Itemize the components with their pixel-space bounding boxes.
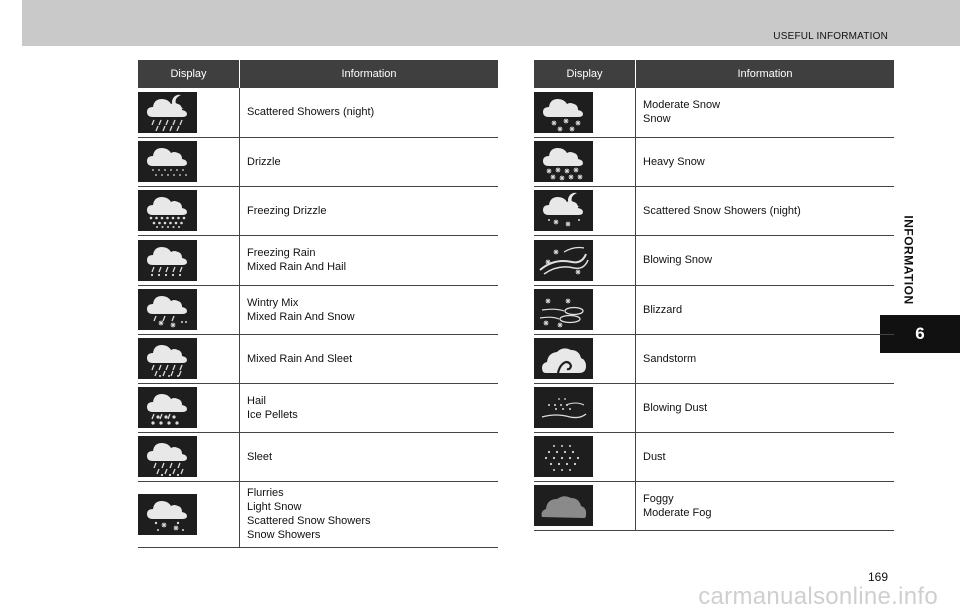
information-cell — [636, 432, 895, 481]
display-cell — [138, 235, 240, 285]
information-text: Hail — [247, 394, 266, 407]
heavy-snow-icon — [534, 141, 593, 182]
information-cell — [240, 481, 499, 547]
information-cell — [240, 383, 499, 432]
information-text: Dust — [643, 450, 666, 463]
table-row — [534, 285, 894, 334]
display-cell — [534, 285, 636, 334]
display-cell — [534, 432, 636, 481]
blizzard-icon — [534, 289, 593, 330]
information-cell — [636, 334, 895, 383]
table-row — [138, 383, 498, 432]
information-text: Blowing Snow — [643, 254, 713, 266]
table-row — [138, 88, 498, 137]
page-number: 169 — [867, 570, 888, 584]
table-row — [534, 88, 894, 137]
information-cell — [636, 137, 895, 186]
information-text: Scattered Snow Showers (night) — [643, 204, 801, 217]
table-row — [534, 432, 894, 481]
drizzle-icon — [138, 141, 197, 182]
information-cell — [240, 137, 499, 186]
table-row — [138, 186, 498, 235]
information-text: Mixed Rain And Sleet — [247, 352, 353, 365]
information-text: Heavy Snow — [643, 155, 705, 168]
information-text: Sandstorm — [643, 352, 697, 365]
display-cell — [534, 186, 636, 235]
display-cell — [534, 334, 636, 383]
display-cell — [534, 137, 636, 186]
information-text: Mixed Rain And Snow — [247, 310, 355, 323]
sandstorm-icon — [534, 338, 593, 379]
blowing-dust-icon — [534, 387, 593, 428]
table-row — [534, 137, 894, 186]
information-cell — [636, 383, 895, 432]
table-row — [138, 334, 498, 383]
display-cell — [534, 481, 636, 530]
blowing-snow-icon — [534, 240, 593, 281]
information-text: Wintry Mix — [247, 296, 299, 309]
table-row — [534, 383, 894, 432]
freezing-rain-icon — [138, 240, 197, 281]
information-cell — [240, 285, 499, 334]
display-cell — [534, 235, 636, 285]
freezing-drizzle-icon — [138, 190, 197, 231]
display-cell — [138, 334, 240, 383]
display-cell — [138, 285, 240, 334]
display-cell — [138, 481, 240, 547]
information-text: Moderate Fog — [643, 506, 712, 519]
information-cell — [636, 481, 895, 530]
information-cell — [636, 186, 895, 235]
table-row — [138, 235, 498, 285]
flurries-icon — [138, 494, 197, 535]
information-cell — [636, 88, 895, 137]
section-title: USEFUL INFORMATION — [773, 31, 888, 42]
information-text: Drizzle — [247, 155, 281, 168]
display-cell — [138, 88, 240, 137]
display-cell — [138, 186, 240, 235]
table-row — [534, 235, 894, 285]
table-row — [138, 432, 498, 481]
display-column-header: Display — [534, 60, 636, 88]
right-weather-table — [534, 60, 894, 531]
sleet-icon — [138, 436, 197, 477]
information-cell — [240, 334, 499, 383]
information-cell — [240, 186, 499, 235]
information-cell — [240, 432, 499, 481]
display-cell — [138, 137, 240, 186]
display-cell — [534, 383, 636, 432]
rain-sleet-icon — [138, 338, 197, 379]
moderate-snow-icon — [534, 92, 593, 133]
wintry-mix-icon — [138, 289, 197, 330]
information-text: Freezing Rain — [247, 247, 316, 259]
display-cell — [138, 383, 240, 432]
dust-icon — [534, 436, 593, 477]
table-row — [534, 334, 894, 383]
information-text: Flurries — [247, 487, 284, 499]
information-text: Sleet — [247, 450, 273, 463]
chapter-tab: 6 — [880, 315, 960, 353]
information-text: Moderate Snow — [643, 99, 721, 112]
information-column-header: Information — [240, 60, 499, 88]
information-text: Scattered Snow Showers — [247, 515, 371, 527]
information-text: Snow Showers — [247, 529, 321, 541]
information-text: Light Snow — [247, 501, 302, 513]
table-row — [534, 481, 894, 530]
watermark: carmanualsonline.info — [698, 583, 938, 610]
hail-icon — [138, 387, 197, 428]
information-cell — [636, 285, 895, 334]
information-cell — [636, 235, 895, 285]
side-tab-text: INFORMATION — [902, 215, 917, 305]
information-text: Blowing Dust — [643, 401, 708, 414]
information-text: Foggy — [643, 492, 674, 505]
display-cell — [138, 432, 240, 481]
scattered-showers-night-icon — [138, 92, 197, 133]
fog-icon — [534, 485, 593, 526]
display-column-header: Display — [138, 60, 240, 88]
table-row — [138, 481, 498, 547]
information-cell — [240, 88, 499, 137]
information-text: Snow — [643, 113, 671, 126]
table-row — [534, 186, 894, 235]
information-cell — [240, 235, 499, 285]
table-row — [138, 285, 498, 334]
table-row — [138, 137, 498, 186]
information-column-header: Information — [636, 60, 895, 88]
information-text: Mixed Rain And Hail — [247, 261, 347, 273]
information-text: Ice Pellets — [247, 408, 298, 421]
display-cell — [534, 88, 636, 137]
information-text: Freezing Drizzle — [247, 204, 327, 217]
information-text: Blizzard — [643, 303, 683, 316]
snow-showers-night-icon — [534, 190, 593, 231]
side-tab-label — [894, 210, 924, 310]
information-text: Scattered Showers (night) — [247, 106, 375, 119]
left-weather-table — [138, 60, 498, 548]
